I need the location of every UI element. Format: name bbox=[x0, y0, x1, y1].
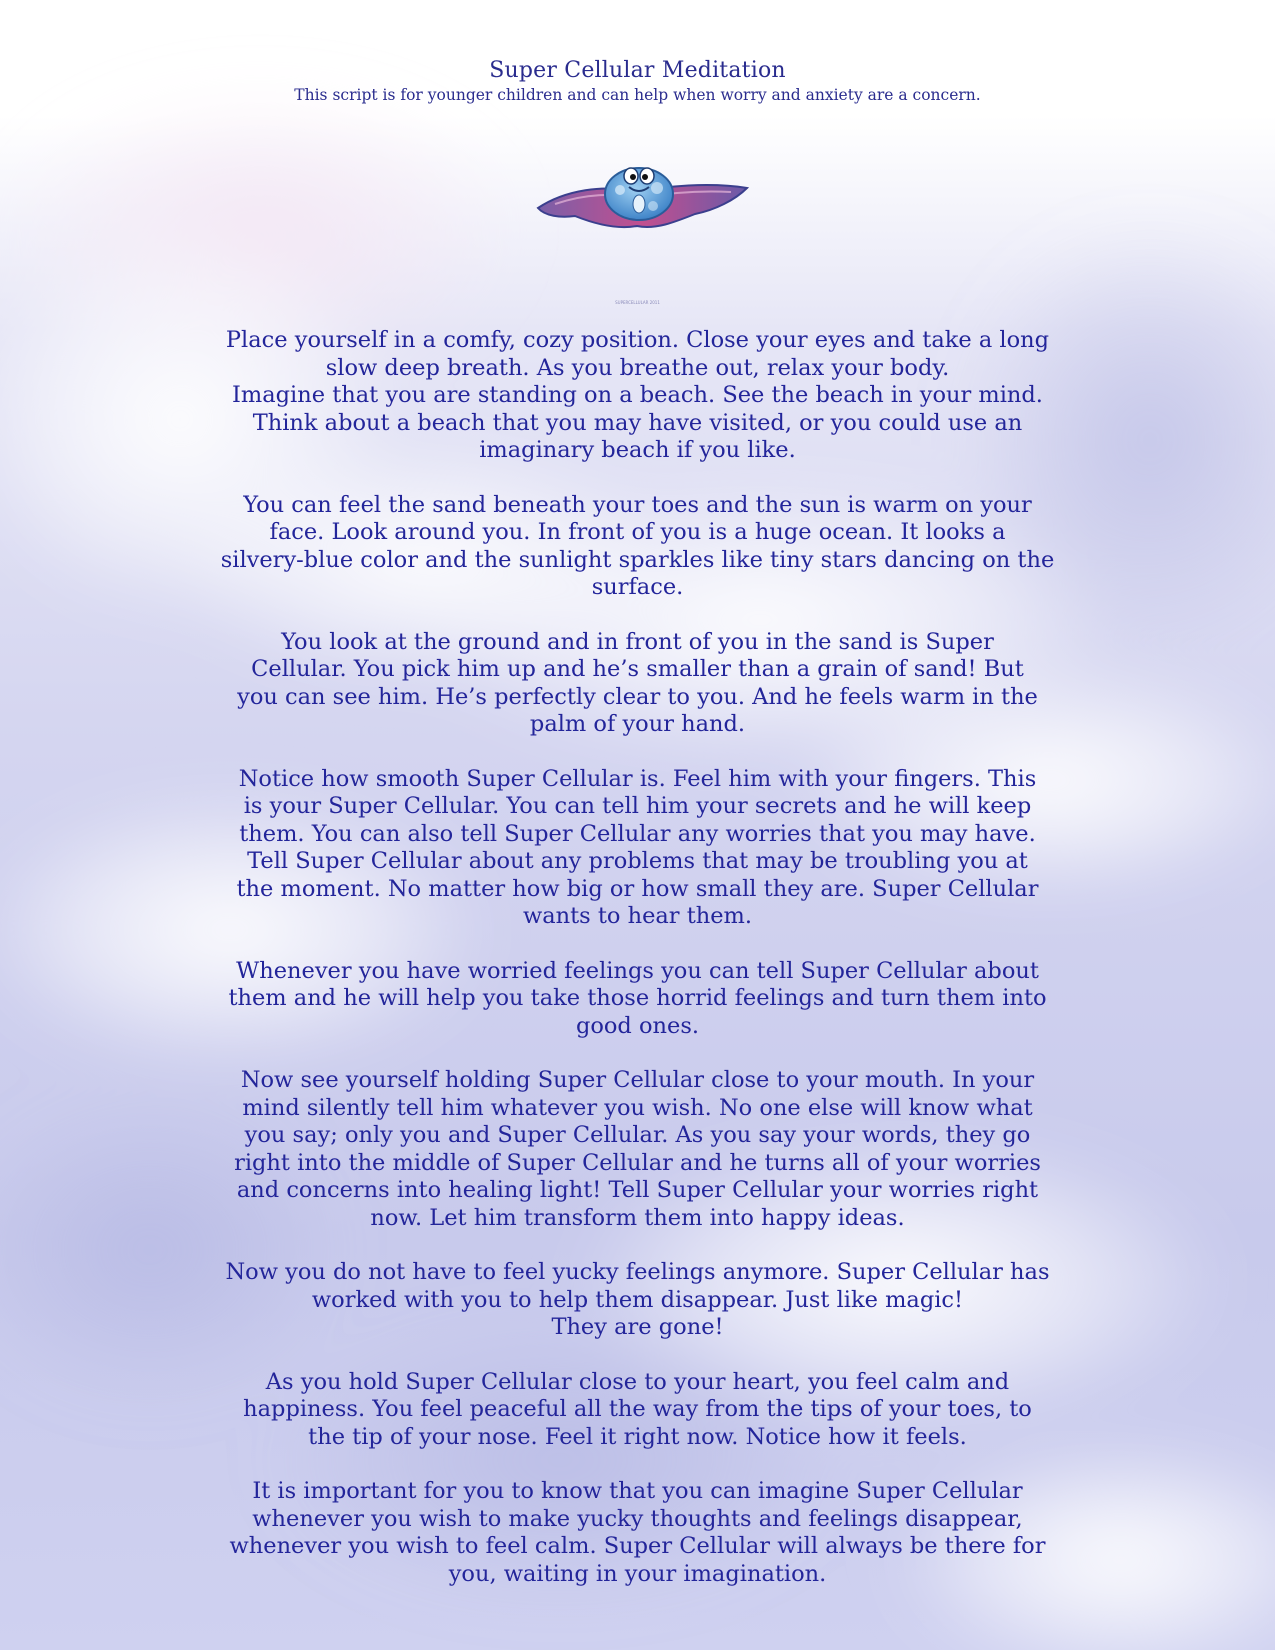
script-line: whenever you wish to make yucky thoughts and feelings disappear, bbox=[252, 1505, 1023, 1532]
script-line: You can feel the sand beneath your toes and the sun is warm on your bbox=[243, 491, 1032, 518]
script-line: happiness. You feel peaceful all the way from the tips of your toes, to bbox=[243, 1396, 1032, 1422]
script-line: palm of your hand. bbox=[529, 711, 746, 737]
script-paragraph bbox=[140, 1478, 1135, 1588]
super-cellular-mascot-icon bbox=[535, 160, 750, 235]
script-line: Now see yourself holding Super Cellular close to your mouth. In your bbox=[240, 1067, 1035, 1093]
script-paragraph bbox=[140, 958, 1135, 1041]
script-paragraph bbox=[140, 492, 1135, 602]
script-paragraph bbox=[140, 766, 1135, 931]
script-paragraph bbox=[140, 629, 1135, 739]
script-line: slow deep breath. As you breathe out, relax your body. bbox=[325, 354, 950, 381]
script-line: good ones. bbox=[575, 1012, 700, 1039]
script-paragraph bbox=[140, 1259, 1135, 1342]
script-line: the moment. No matter how big or how small they are. Super Cellular bbox=[236, 875, 1039, 902]
script-line: worked with you to help them disappear. Just like magic! bbox=[311, 1286, 964, 1313]
script-line: whenever you wish to feel calm. Super Cellular will always be there for bbox=[229, 1533, 1046, 1559]
script-line: They are gone! bbox=[551, 1314, 724, 1340]
script-line: them and he will help you take those horrid feelings and turn them into bbox=[228, 985, 1047, 1011]
script-line: right into the middle of Super Cellular and he turns all of your worries bbox=[234, 1149, 1041, 1176]
script-line: wants to hear them. bbox=[522, 903, 753, 929]
script-line: you, waiting in your imagination. bbox=[448, 1560, 827, 1587]
script-paragraph bbox=[140, 1067, 1135, 1232]
script-line: now. Let him transform them into happy ideas. bbox=[370, 1204, 905, 1231]
script-line: You look at the ground and in front of you in the sand is Super bbox=[281, 628, 994, 655]
script-line: mind silently tell him whatever you wish. No one else will know what bbox=[242, 1094, 1033, 1121]
meditation-script bbox=[140, 327, 1135, 1615]
script-paragraph bbox=[140, 327, 1135, 465]
script-line: Now you do not have to feel yucky feelings anymore. Super Cellular has bbox=[225, 1259, 1050, 1285]
script-paragraph bbox=[140, 1369, 1135, 1452]
script-line: As you hold Super Cellular close to your heart, you feel calm and bbox=[265, 1368, 1010, 1395]
image-credit: SUPERCELLULAR 2011 bbox=[615, 300, 660, 305]
document-subtitle: This script is for younger children and can help when worry and anxiety are a concern. bbox=[294, 86, 981, 104]
script-line: It is important for you to know that you can imagine Super Cellular bbox=[252, 1478, 1023, 1504]
script-line: Place yourself in a comfy, cozy position. Close your eyes and take a long bbox=[225, 327, 1050, 353]
script-line: silvery-blue color and the sunlight sparkles like tiny stars dancing on the bbox=[220, 546, 1055, 573]
script-line: Whenever you have worried feelings you can tell Super Cellular about bbox=[236, 957, 1039, 984]
document-title: Super Cellular Meditation bbox=[489, 58, 786, 83]
script-line: Tell Super Cellular about any problems that may be troubling you at bbox=[247, 848, 1028, 874]
script-line: Notice how smooth Super Cellular is. Feel him with your fingers. This bbox=[238, 765, 1037, 792]
script-line: imaginary beach if you like. bbox=[479, 437, 796, 463]
script-line: is your Super Cellular. You can tell him your secrets and he will keep bbox=[243, 793, 1032, 819]
script-line: them. You can also tell Super Cellular any worries that you may have. bbox=[239, 820, 1036, 847]
script-line: you can see him. He’s perfectly clear to you. And he feels warm in the bbox=[237, 683, 1038, 710]
script-line: surface. bbox=[591, 574, 684, 600]
script-line: you say; only you and Super Cellular. As you say your words, they go bbox=[244, 1122, 1031, 1148]
script-line: and concerns into healing light! Tell Super Cellular your worries right bbox=[236, 1177, 1039, 1203]
script-line: Imagine that you are standing on a beach. See the beach in your mind. bbox=[232, 382, 1043, 408]
script-line: Cellular. You pick him up and he’s smaller than a grain of sand! But bbox=[251, 656, 1024, 682]
script-line: the tip of your nose. Feel it right now. Notice how it feels. bbox=[308, 1423, 967, 1450]
script-line: Think about a beach that you may have visited, or you could use an bbox=[252, 409, 1023, 436]
script-line: face. Look around you. In front of you is a huge ocean. It looks a bbox=[269, 519, 1006, 545]
